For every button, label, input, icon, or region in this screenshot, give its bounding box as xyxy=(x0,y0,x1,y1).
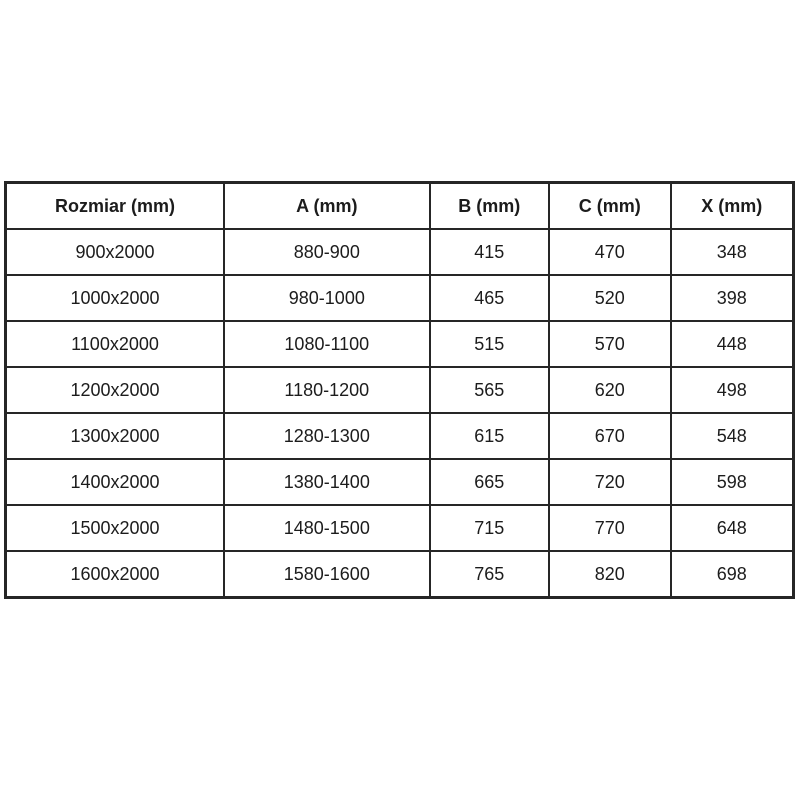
table-row xyxy=(6,459,794,505)
table-cell: 900x2000 xyxy=(6,229,225,275)
table-cell: 670 xyxy=(549,413,671,459)
table-cell: 1000x2000 xyxy=(6,275,225,321)
table-cell: 1200x2000 xyxy=(6,367,225,413)
table-row xyxy=(6,505,794,551)
table-cell: 715 xyxy=(430,505,549,551)
table-cell: 820 xyxy=(549,551,671,598)
header-cell: C (mm) xyxy=(549,183,671,230)
table-cell: 720 xyxy=(549,459,671,505)
table-cell: 415 xyxy=(430,229,549,275)
table-cell: 470 xyxy=(549,229,671,275)
header-cell: X (mm) xyxy=(671,183,794,230)
table-header xyxy=(6,183,794,230)
table-cell: 1180-1200 xyxy=(224,367,430,413)
header-cell: B (mm) xyxy=(430,183,549,230)
table-cell: 615 xyxy=(430,413,549,459)
table-cell: 648 xyxy=(671,505,794,551)
table-cell: 1300x2000 xyxy=(6,413,225,459)
table-cell: 1400x2000 xyxy=(6,459,225,505)
table-row xyxy=(6,321,794,367)
table-cell: 465 xyxy=(430,275,549,321)
table-cell: 515 xyxy=(430,321,549,367)
table-cell: 448 xyxy=(671,321,794,367)
header-row xyxy=(6,183,794,230)
table-row xyxy=(6,275,794,321)
header-cell: Rozmiar (mm) xyxy=(6,183,225,230)
table-cell: 348 xyxy=(671,229,794,275)
table-cell: 520 xyxy=(549,275,671,321)
table-row xyxy=(6,367,794,413)
table-cell: 880-900 xyxy=(224,229,430,275)
table-cell: 565 xyxy=(430,367,549,413)
table-cell: 765 xyxy=(430,551,549,598)
size-table-container xyxy=(4,181,795,599)
table-cell: 1080-1100 xyxy=(224,321,430,367)
table-cell: 620 xyxy=(549,367,671,413)
table-cell: 1100x2000 xyxy=(6,321,225,367)
table-cell: 1280-1300 xyxy=(224,413,430,459)
table-cell: 598 xyxy=(671,459,794,505)
table-cell: 1580-1600 xyxy=(224,551,430,598)
table-cell: 570 xyxy=(549,321,671,367)
header-cell: A (mm) xyxy=(224,183,430,230)
table-cell: 770 xyxy=(549,505,671,551)
table-body xyxy=(6,229,794,598)
table-cell: 1380-1400 xyxy=(224,459,430,505)
table-cell: 665 xyxy=(430,459,549,505)
table-cell: 698 xyxy=(671,551,794,598)
table-cell: 1500x2000 xyxy=(6,505,225,551)
table-cell: 548 xyxy=(671,413,794,459)
table-row xyxy=(6,229,794,275)
size-table xyxy=(4,181,795,599)
table-cell: 980-1000 xyxy=(224,275,430,321)
table-row xyxy=(6,413,794,459)
table-cell: 1600x2000 xyxy=(6,551,225,598)
table-row xyxy=(6,551,794,598)
table-cell: 398 xyxy=(671,275,794,321)
table-cell: 1480-1500 xyxy=(224,505,430,551)
table-cell: 498 xyxy=(671,367,794,413)
